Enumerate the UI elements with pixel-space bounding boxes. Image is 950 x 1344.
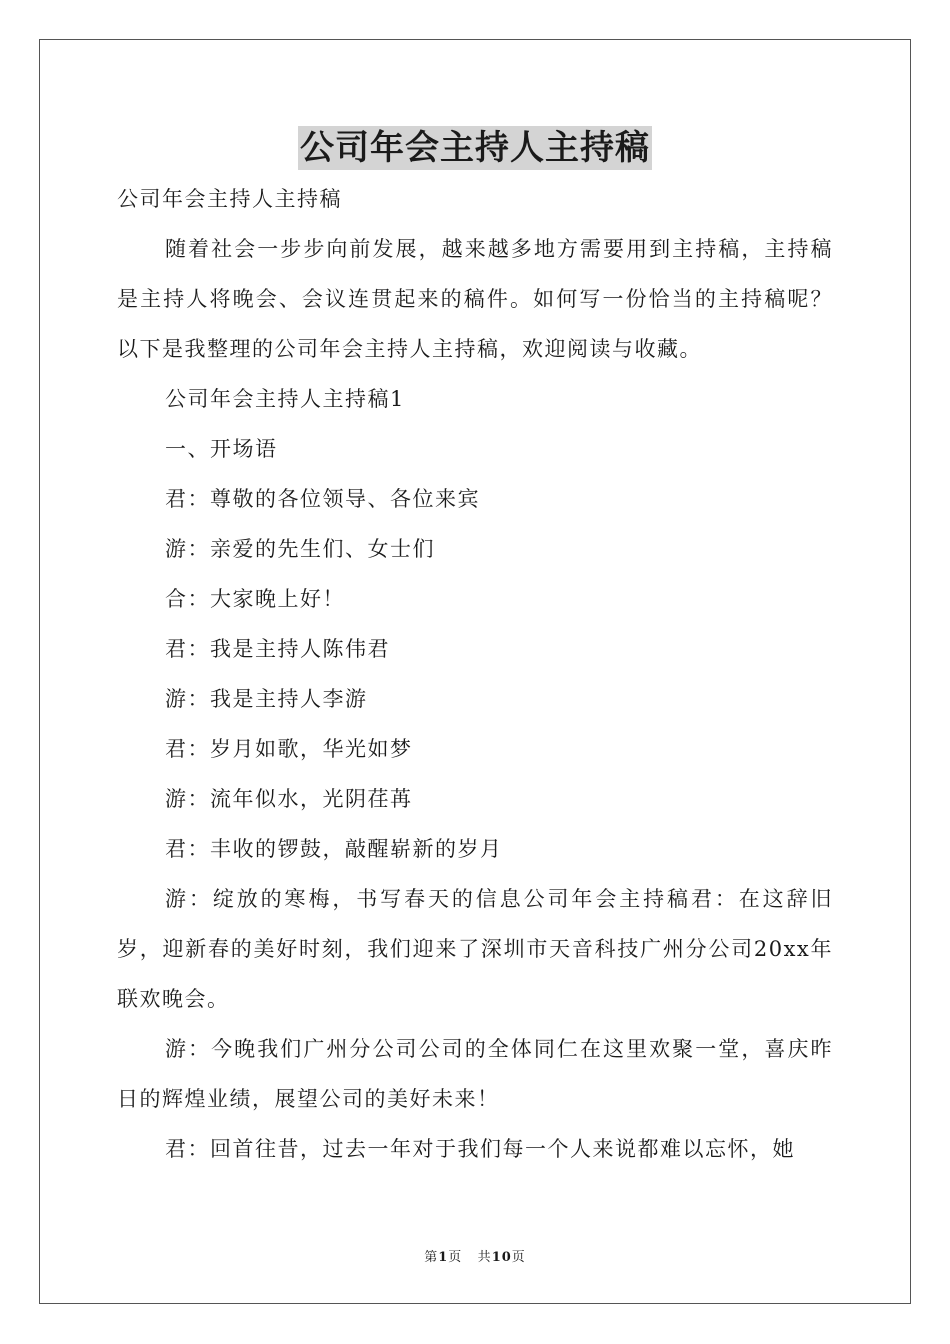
paragraph: 公司年会主持人主持稿1 [165, 387, 405, 411]
page-footer [0, 1249, 950, 1267]
page-number: 1 [438, 1250, 449, 1265]
paragraph: 游：绽放的寒梅，书写春天的信息公司年会主持稿君：在这辞旧岁，迎新春的美好时刻，我们迎来了深圳市天音科技广州分公司20xx年联欢晚会。 [117, 887, 833, 1011]
title-container [0, 126, 950, 170]
paragraph: 君：岁月如歌，华光如梦 [165, 737, 413, 761]
paragraph: 游：流年似水，光阴荏苒 [165, 787, 413, 811]
page-suffix: 页 [448, 1250, 463, 1265]
document-title: 公司年会主持人主持稿 [300, 128, 650, 168]
paragraph: 一、开场语 [165, 437, 278, 461]
document-body [117, 174, 833, 1174]
paragraph: 公司年会主持人主持稿 [117, 187, 342, 211]
paragraph: 君：回首往昔，过去一年对于我们每一个人来说都难以忘怀，她 [165, 1137, 795, 1161]
page-prefix: 第 [424, 1250, 439, 1265]
total-prefix: 共 [477, 1250, 492, 1265]
total-suffix: 页 [511, 1250, 526, 1265]
paragraph: 合：大家晚上好！ [165, 587, 345, 611]
paragraph: 君：我是主持人陈伟君 [165, 637, 390, 661]
paragraph: 君：丰收的锣鼓，敲醒崭新的岁月 [165, 837, 503, 861]
total-pages: 10 [491, 1250, 512, 1265]
paragraph: 随着社会一步步向前发展，越来越多地方需要用到主持稿，主持稿是主持人将晚会、会议连贯起来的稿件。如何写一份恰当的主持稿呢？以下是我整理的公司年会主持人主持稿，欢迎阅读与收藏。 [117, 237, 833, 361]
paragraph: 游：我是主持人李游 [165, 687, 368, 711]
paragraph: 游：今晚我们广州分公司公司的全体同仁在这里欢聚一堂，喜庆昨日的辉煌业绩，展望公司的美好未来！ [117, 1037, 833, 1111]
paragraph: 游：亲爱的先生们、女士们 [165, 537, 435, 561]
paragraph: 君：尊敬的各位领导、各位来宾 [165, 487, 480, 511]
